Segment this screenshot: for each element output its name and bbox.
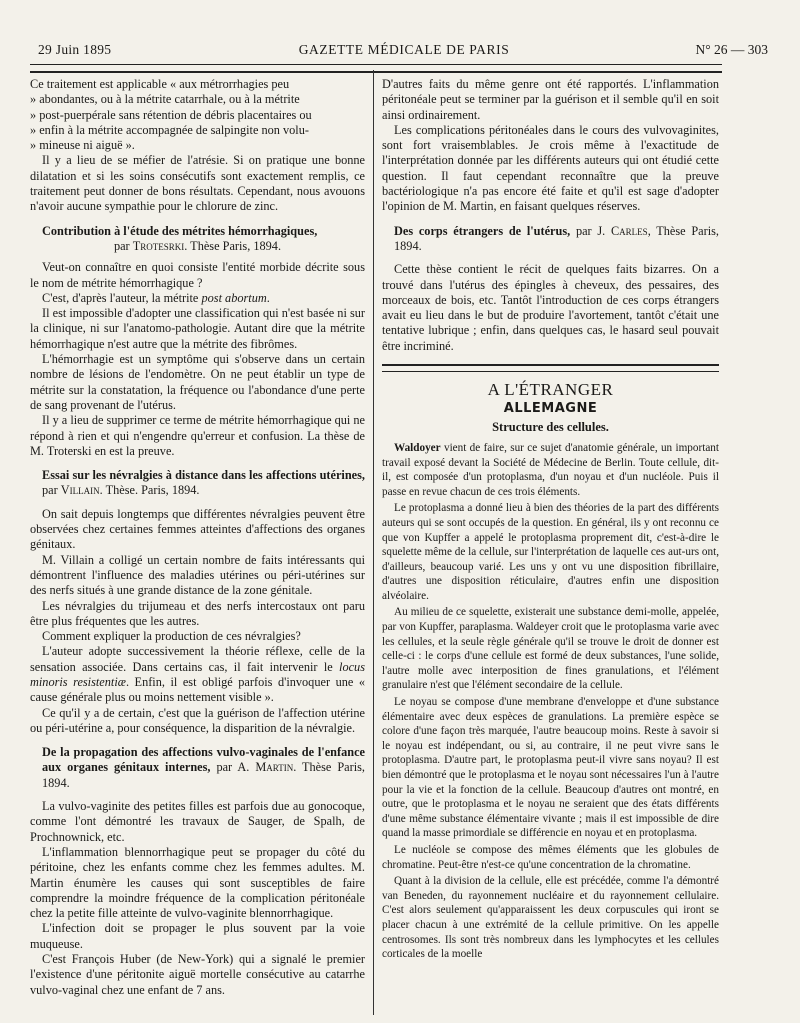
paragraph: Les névralgies du trijumeau et des nerfs intercostaux ont paru être plus fréquentes que les autres. [30, 598, 365, 628]
article-title-text: Des corps étrangers de l'utérus, [394, 223, 571, 238]
paragraph: D'autres faits du même genre ont été rapportés. L'inflammation péritonéale peut se terminer par la guérison et il semble qu'il en soit ainsi ordinairement. [382, 77, 719, 122]
text: . Enfin, il est obligé parfois d'invoquer une « cause générale plus ou moins nettement visible ». [30, 674, 365, 705]
subsection-title: ALLEMAGNE [503, 401, 598, 417]
author-name: Waldoyer [394, 441, 441, 454]
paragraph: Il y a lieu de supprimer ce terme de métrite hémorrhagique qui ne répond à rien et qui n'engendre qu'erreur et confusion. La thèse de M. Troterski en est la preuve. [30, 413, 366, 458]
quote-line: » post-puerpérale sans rétention de débris placentaires ou [30, 107, 312, 122]
article-title [30, 745, 365, 791]
running-header [28, 42, 780, 64]
paragraph: Au milieu de ce squelette, existerait une substance demi-molle, appelée, par von Kupffer, paraplasma. Waldeyer croit que le protoplasma varie avec les cellules, et la seule règle générale qu'il se trouve le droit de donner est celle-ci : le corps d'une cellule est formé de deux substances, l'une solide, l'autre molle avec interposition de fines granulations, et l'élément granulaire n'est que l'élément secondaire de la cellule. [382, 606, 719, 692]
column-divider [373, 70, 374, 1015]
paragraph: L'hémorrhagie est un symptôme qui s'observe dans un certain nombre de lésions de l'endomètre. On ne peut établir un type de métrite sur la constatation, la fréquence ou l'abondance d'une perte de sang provenant de l'utérus. [30, 352, 365, 412]
author-name: Carles [610, 223, 648, 238]
byline-prefix: par [42, 483, 61, 498]
header-rule [30, 64, 722, 73]
paragraph: C'est François Huber (de New-York) qui a signalé le premier l'existence d'une péritonite aiguë mortelle consécutive au catarrhe vulvo-vaginal chez une enfant de 7 ans. [30, 952, 365, 997]
paragraph: L'infection doit se propager le plus souvent par la voie muqueuse. [30, 921, 365, 951]
paragraph: Ce qu'il y a de certain, c'est que la guérison de l'affection utérine ou péri-utérine a, pour conséquence, la disparition de la névralgie. [30, 705, 365, 735]
author-name: Martin [255, 760, 294, 775]
article-title [382, 224, 719, 255]
byline-prefix: par A. [210, 760, 256, 775]
emphasis: post abortum [201, 290, 267, 305]
byline-prefix: par [113, 238, 133, 253]
byline-prefix: par J. [570, 223, 611, 238]
quote-line: » enfin à la métrite accompagnée de salpingite non volu- [30, 122, 309, 137]
text: vient de faire, sur ce sujet d'anatomie générale, un important travail exposé devant la Société de Médecine de Berlin. Toute cellule, dit-il, est composée d'un protoplasma, d'un noyau et d'un nucléole. Puis il passe en revue chacun de ces trois éléments. [382, 441, 719, 498]
paragraph: Le protoplasma a donné lieu à bien des théories de la part des différents auteurs qui se sont occupés de la question. En général, ils y ont reconnu ce que von Kupffer a appelé le protoplasma proprement dit, c'est-à-dire le squelette même de la cellule, sur l'interprétation de laquelle ces aut-urs ont, d'ailleurs, beaucoup varié. Les uns y ont vu une disposition fibrillaire, d'autres une disposition réticulaire, d'autres enfin une disposition alvéolaire. [382, 502, 719, 602]
topic-title: Structure des cellules. [492, 419, 609, 434]
emphasis: locus minoris resistentiæ [30, 659, 365, 689]
byline-suffix: . Thèse Paris, 1894. [184, 238, 282, 253]
byline-suffix: . Thèse Paris, 1894. [42, 760, 365, 790]
quote-line: » mineuse ni aiguë ». [30, 138, 135, 153]
paragraph [30, 644, 365, 705]
paragraph: Il y a lieu de se méfier de l'atrésie. Si on pratique une bonne dilatation et si les soins consécutifs sont exactement remplis, ce traitement peut donner de bons résultats. Cependant, nous avouons n'avoir aucune sympathie pour le chlorure de zinc. [30, 153, 365, 214]
issue-date: 29 Juin 1895 [38, 42, 112, 57]
author-name: Trotesrki [132, 238, 185, 253]
article-title-text: De la propagation des affections vulvo-vaginales de l'enfance aux organes génitaux internes, [42, 745, 365, 775]
text: L'auteur adopte successivement la théorie réflexe, celle de la sensation associée. Dans certains cas, il fait intervenir le [30, 644, 365, 674]
paragraph: M. Villain a colligé un certain nombre de faits intéressants qui démontrent l'influence des maladies utérines ou péri-utérines sur des nerfs situés à une grande distance de la zone génitale. [30, 552, 365, 598]
text: C'est, d'après l'auteur, la métrite [42, 290, 202, 305]
paragraph [30, 291, 365, 306]
paragraph: Veut-on connaître en quoi consiste l'entité morbide décrite sous le nom de métrite hémorrhagique ? [30, 260, 365, 290]
paragraph: Quant à la division de la cellule, elle est précédée, comme l'a démontré van Beneden, du rayonnement nucléaire et du rayonnement cellulaire. C'est alors seulement qu'apparaissent les deux corpuscules qui iront se placer chacun à une extrémité de la cellule primitive. On les appelle centrosomes. Ils sont très nombreux dans les lymphocytes et les cellules corticales de la moelle [382, 875, 719, 961]
quote-block [30, 77, 365, 153]
author-name: Villain [60, 483, 100, 498]
left-column [30, 77, 365, 998]
paragraph: Les complications péritonéales dans le cours des vulvovaginites, sont fort vraisemblables. Je crois même à l'exactitude de l'interprétation donnée par les différents auteurs qui ont étudié cette question. Il faut cependant reconnaître que la preuve bactériologique n'a pas encore été faite et qu'il est sage d'adopter l'opinion de M. Martin, en faisant quelques réserves. [382, 122, 719, 214]
text: . [266, 290, 270, 305]
article-title-text: Essai sur les névralgies à distance dans les affections utérines, [42, 468, 365, 483]
article-title-text: Contribution à l'étude des métrites hémorrhagiques, [42, 223, 318, 238]
right-column [382, 77, 719, 964]
quote-line: » abondantes, ou à la métrite catarrhale, ou à la métrite [30, 92, 300, 107]
paragraph: Le noyau se compose d'une membrane d'enveloppe et d'une substance élémentaire avec deux espèces de granulations. La première espèce se colore d'une façon très marquée, l'autre beaucoup moins. Reste à savoir si le noyau est indépendant, ou si, au contraire, il ne peut vivre sans le protoplasma. D'autre part, le protoplasma peut-il vivre sans noyau? Il est bien démontré que le protoplasma et le noyau sont nécessaires l'un à l'autre pour la vie et la fonction de la cellule. Beaucoup d'autres ont montré, en outre, que le protoplasma et le noyau ne seraient que des états différents d'une même substance élémentaire vivante ; mais il est impossible de dire quand la masse primordiale se différencie en noyau et en protoplasma. [382, 696, 719, 840]
paragraph: L'inflammation blennorrhagique peut se propager du côté du péritoine, chez les enfants comme chez les femmes adultes. M. Martin énumère les causes qui sont susceptibles de faire comprendre la moindre fréquence de la complication péritonéale chez la petite fille atteinte de vulvo-vaginite blennorrhagique. [30, 844, 365, 921]
journal-title: GAZETTE MÉDICALE DE PARIS [298, 42, 510, 57]
paragraph: Le nucléole se compose des mêmes éléments que les globules de chromatine. Peut-être n'est-ce qu'une concentration de la chromatine. [382, 843, 719, 871]
article-title [30, 468, 365, 499]
page-number: N° 26 — 303 [695, 42, 768, 57]
paragraph: Cette thèse contient le récit de quelques faits bizarres. On a trouvé dans l'utérus des épingles à cheveux, des pessaires, des morceaux de bois, etc. Tantôt l'introduction de ces corps étrangers avait eu lieu dans le but de produire l'avortement, tantôt c'était une tentative lubrique ; enfin, dans quelques cas, le hasard seul pouvait être incriminé. [382, 262, 719, 353]
article-byline [30, 239, 365, 254]
paragraph: Comment expliquer la production de ces névralgies? [42, 629, 301, 644]
paragraph [382, 441, 719, 499]
byline-suffix: , Thèse Paris, 1894. [394, 223, 720, 253]
byline-suffix: . Thèse. Paris, 1894. [99, 483, 200, 498]
quote-line: Ce traitement est applicable « aux métrorrhagies peu [30, 77, 290, 91]
article-title [30, 224, 365, 239]
foreign-article [382, 441, 719, 962]
section-rule [382, 364, 719, 372]
section-title: A L'ÉTRANGER [487, 380, 614, 400]
paragraph: On sait depuis longtemps que différentes névralgies peuvent être observées chez certaines femmes atteintes d'affections des organes génitaux. [30, 506, 365, 552]
paragraph: La vulvo-vaginite des petites filles est parfois due au gonocoque, comme l'ont démontré les travaux de Sauger, de Spalh, de Prochnownick, etc. [30, 799, 365, 844]
paragraph: Il est impossible d'adopter une classification qui n'est basée ni sur la clinique, ni sur l'anatomo-pathologie. Autant dire que la métrite hémorrhagique n'est autre que la métrite des fibrômes. [30, 306, 365, 351]
